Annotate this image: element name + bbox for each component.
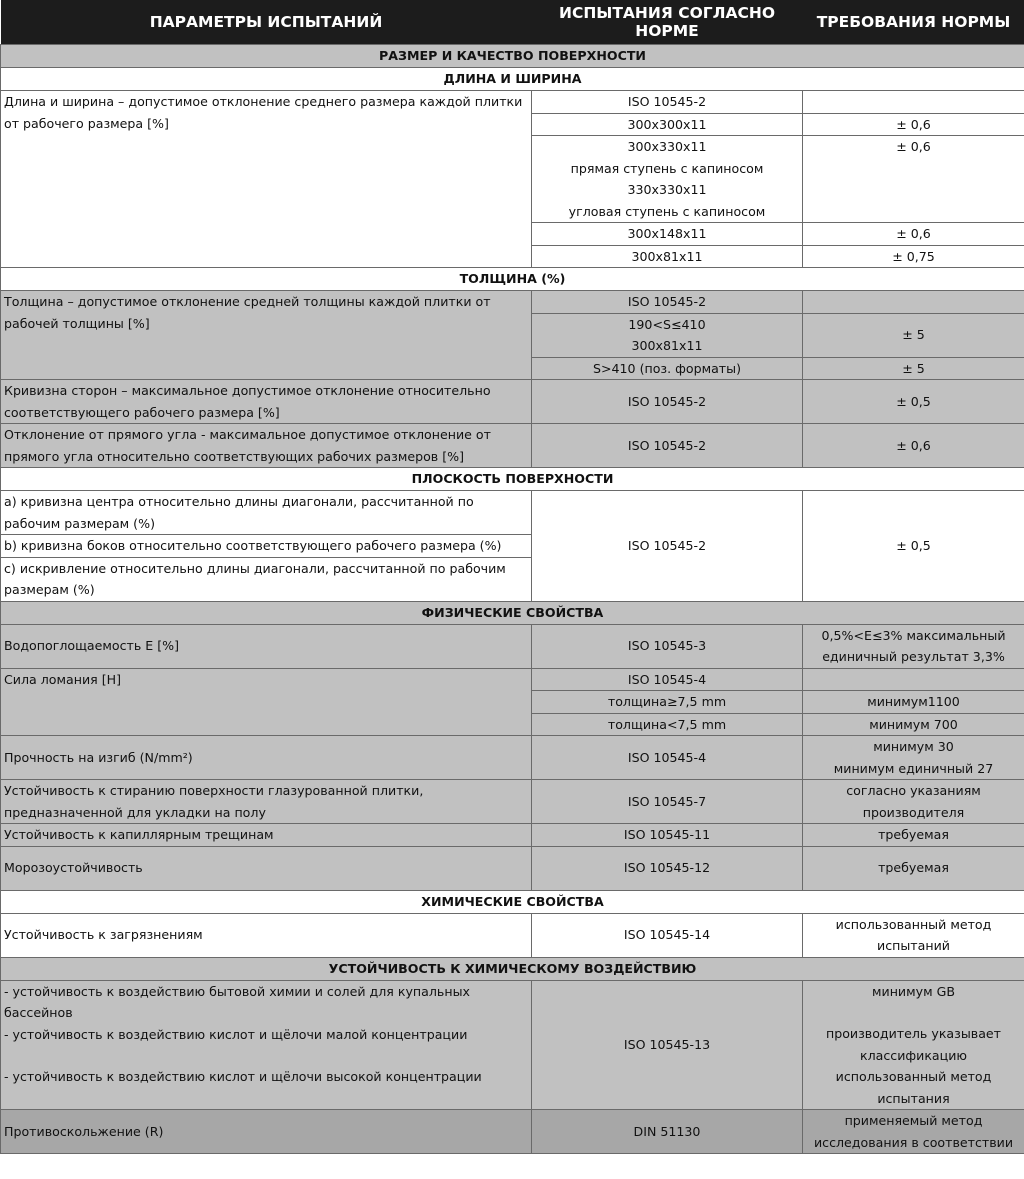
table-row xyxy=(1,980,1024,1110)
param-side-curvature: Кривизна сторон – максимальное допустимое отклонение относительно соответствующего рабочего размера [%] xyxy=(1,380,532,424)
std-length: ISO 10545-2 xyxy=(532,91,803,114)
param-length-width: Длина и ширина – допустимое отклонение среднего размера каждой плитки от рабочего размера [%] xyxy=(1,91,532,268)
std-cell: ISO 10545-3 xyxy=(532,624,803,668)
format-cell: толщина<7,5 mm xyxy=(532,713,803,736)
param-thickness: Толщина – допустимое отклонение средней толщины каждой плитки от рабочей толщины [%] xyxy=(1,291,532,380)
param-right-angle: Отклонение от прямого угла - максимальное допустимое отклонение от прямого угла относительно соответствующих рабочих размеров [%] xyxy=(1,424,532,468)
format-cell: 300x300x11 xyxy=(532,113,803,136)
table-row xyxy=(1,824,1024,847)
std-cell: ISO 10545-4 xyxy=(532,736,803,780)
table-row xyxy=(1,380,1024,424)
std-cell: ISO 10545-2 xyxy=(532,424,803,468)
format-cell: толщина≥7,5 mm xyxy=(532,691,803,714)
value-cell: ± 5 xyxy=(803,313,1024,357)
value-cell: требуемая xyxy=(803,824,1024,847)
section-chemical: ХИМИЧЕСКИЕ СВОЙСТВА xyxy=(1,890,1024,913)
param-flatness-a: a) кривизна центра относительно длины диагонали, рассчитанной по рабочим размерам (%) xyxy=(1,491,532,535)
param-water-absorption: Водопоглощаемость E [%] xyxy=(1,624,532,668)
header-requirements: ТРЕБОВАНИЯ НОРМЫ xyxy=(803,0,1024,45)
param-chemical-resistance: - устойчивость к воздействию бытовой химии и солей для купальных бассейнов - устойчивость к воздействию кислот и щёлочи малой концентрации - устойчивость к воздействию кислот и щёлочи высокой концентрации xyxy=(1,980,532,1110)
value-cell: согласно указаниям производителя xyxy=(803,780,1024,824)
format-cell: S>410 (поз. форматы) xyxy=(532,357,803,380)
value-cell: минимум GB производитель указывает классификацию использованный метод испытания xyxy=(803,980,1024,1110)
header-standard: ИСПЫТАНИЯ СОГЛАСНО НОРМЕ xyxy=(532,0,803,45)
format-cell: 300x81x11 xyxy=(532,245,803,268)
value-cell: ± 0,6 xyxy=(803,136,1024,223)
std-flatness: ISO 10545-2 xyxy=(532,491,803,602)
table-row xyxy=(1,491,1024,535)
std-cell: ISO 10545-7 xyxy=(532,780,803,824)
std-cell: ISO 10545-2 xyxy=(532,380,803,424)
value-cell: минимум1100 xyxy=(803,691,1024,714)
value-cell: требуемая xyxy=(803,846,1024,890)
table-row xyxy=(1,1110,1024,1154)
table-row xyxy=(1,291,1024,314)
value-cell: минимум 30 минимум единичный 27 xyxy=(803,736,1024,780)
std-thickness: ISO 10545-2 xyxy=(532,291,803,314)
std-cell: ISO 10545-12 xyxy=(532,846,803,890)
table-row xyxy=(1,780,1024,824)
table-header xyxy=(1,0,1024,45)
section-thickness: ТОЛЩИНА (%) xyxy=(1,268,1024,291)
section-flatness: ПЛОСКОСТЬ ПОВЕРХНОСТИ xyxy=(1,468,1024,491)
table-row xyxy=(1,846,1024,890)
format-cell: 190<S≤410 300x81x11 xyxy=(532,313,803,357)
value-cell: ± 0,6 xyxy=(803,223,1024,246)
std-cell: ISO 10545-11 xyxy=(532,824,803,847)
value-cell: ± 0,5 xyxy=(803,380,1024,424)
table-row xyxy=(1,668,1024,691)
std-cell: ISO 10545-4 xyxy=(532,668,803,691)
param-flatness-c: c) искривление относительно длины диагонали, рассчитанной по рабочим размерам (%) xyxy=(1,557,532,601)
section-physical: ФИЗИЧЕСКИЕ СВОЙСТВА xyxy=(1,601,1024,624)
value-cell: минимум 700 xyxy=(803,713,1024,736)
value-cell: применяемый метод исследования в соответствии xyxy=(803,1110,1024,1154)
format-cell: 300x330x11 прямая ступень с капиносом 330x330x11 угловая ступень с капиносом xyxy=(532,136,803,223)
param-slip-resistance: Противоскольжение (R) xyxy=(1,1110,532,1154)
std-cell: ISO 10545-14 xyxy=(532,913,803,957)
table-row xyxy=(1,424,1024,468)
table-row xyxy=(1,913,1024,957)
value-flatness: ± 0,5 xyxy=(803,491,1024,602)
section-size-quality: РАЗМЕР И КАЧЕСТВО ПОВЕРХНОСТИ xyxy=(1,45,1024,68)
value-cell: ± 5 xyxy=(803,357,1024,380)
param-frost: Морозоустойчивость xyxy=(1,846,532,890)
param-breaking-strength: Сила ломания [H] xyxy=(1,668,532,736)
section-length-width: ДЛИНА И ШИРИНА xyxy=(1,68,1024,91)
std-cell: DIN 51130 xyxy=(532,1110,803,1154)
param-abrasion: Устойчивость к стиранию поверхности глазурованной плитки, предназначенной для укладки на полу xyxy=(1,780,532,824)
value-cell: ± 0,6 xyxy=(803,113,1024,136)
param-crazing: Устойчивость к капиллярным трещинам xyxy=(1,824,532,847)
param-bending-strength: Прочность на изгиб (N/mm²) xyxy=(1,736,532,780)
param-flatness-b: b) кривизна боков относительно соответствующего рабочего размера (%) xyxy=(1,535,532,558)
std-cell: ISO 10545-13 xyxy=(532,980,803,1110)
table-row xyxy=(1,624,1024,668)
param-stain: Устойчивость к загрязнениям xyxy=(1,913,532,957)
format-cell: 300x148x11 xyxy=(532,223,803,246)
value-cell: 0,5%<E≤3% максимальный единичный результат 3,3% xyxy=(803,624,1024,668)
table-row xyxy=(1,91,1024,114)
value-cell: ± 0,75 xyxy=(803,245,1024,268)
table-row xyxy=(1,736,1024,780)
header-parameters: ПАРАМЕТРЫ ИСПЫТАНИЙ xyxy=(1,0,532,45)
value-cell: ± 0,6 xyxy=(803,424,1024,468)
section-chemical-resistance: УСТОЙЧИВОСТЬ К ХИМИЧЕСКОМУ ВОЗДЕЙСТВИЮ xyxy=(1,957,1024,980)
value-cell: использованный метод испытаний xyxy=(803,913,1024,957)
